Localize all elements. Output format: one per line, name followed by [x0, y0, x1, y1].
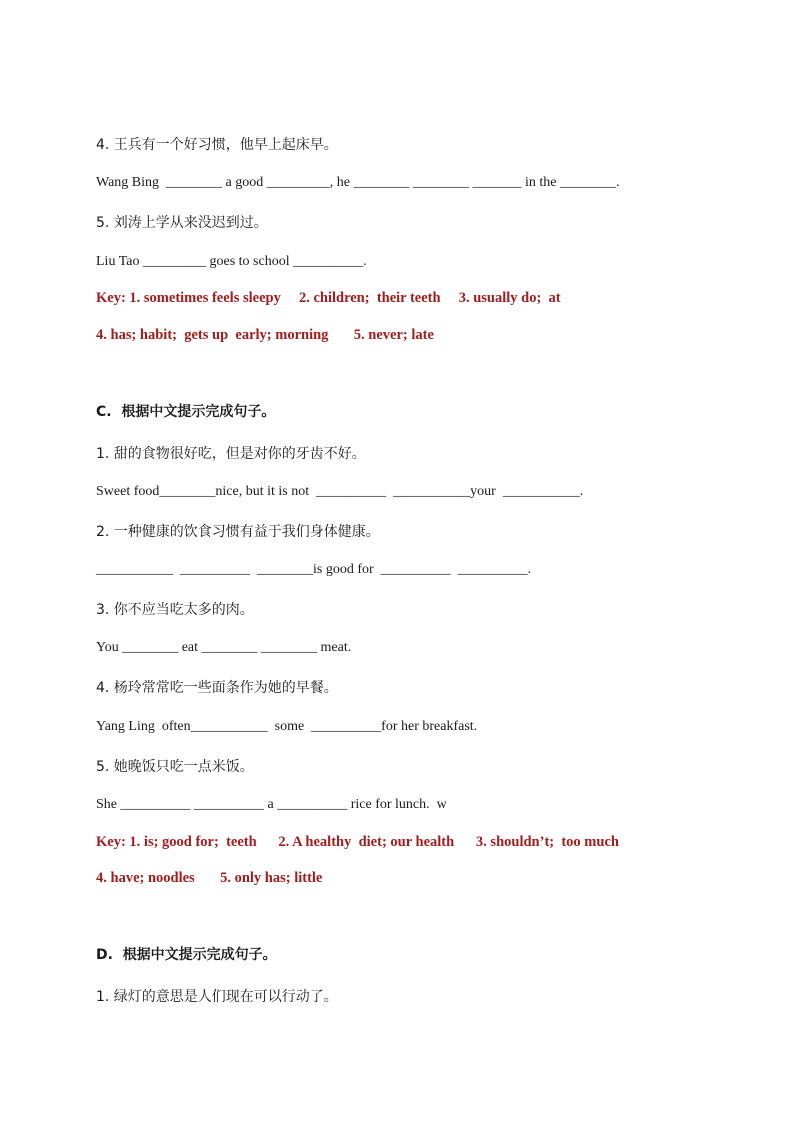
answer-key-b-line1: Key: 1. sometimes feels sleepy 2. children; their teeth 3. usually do; at: [96, 290, 561, 306]
question-c1-english: Sweet food________nice, but it is not __________ ___________your ___________.: [96, 484, 584, 499]
section-c-heading: C. 根据中文提示完成句子。: [96, 404, 276, 420]
question-c5-english: She __________ __________ a __________ rice for lunch. w: [96, 797, 447, 812]
question-c2-chinese: 2. 一种健康的饮食习惯有益于我们身体健康。: [96, 524, 380, 540]
answer-key-c-line2: 4. have; noodles 5. only has; little: [96, 870, 323, 886]
answer-key-b-line2: 4. has; habit; gets up early; morning 5. never; late: [96, 327, 434, 343]
question-c3-english: You ________ eat ________ ________ meat.: [96, 640, 352, 655]
question-c4-english: Yang Ling often___________ some __________for her breakfast.: [96, 719, 478, 734]
question-c5-chinese: 5. 她晚饭只吃一点米饭。: [96, 759, 254, 775]
question-c4-chinese: 4. 杨玲常常吃一些面条作为她的早餐。: [96, 680, 338, 696]
question-b4-chinese: 4. 王兵有一个好习惯，他早上起床早。: [96, 137, 338, 153]
question-b5-english: Liu Tao _________ goes to school __________.: [96, 254, 367, 269]
question-c3-chinese: 3. 你不应当吃太多的肉。: [96, 602, 254, 618]
question-c1-chinese: 1. 甜的食物很好吃，但是对你的牙齿不好。: [96, 446, 366, 462]
question-d1-chinese: 1. 绿灯的意思是人们现在可以行动了。: [96, 989, 338, 1005]
section-d-heading: D. 根据中文提示完成句子。: [96, 947, 277, 963]
answer-key-c-line1: Key: 1. is; good for; teeth 2. A healthy diet; our health 3. shouldn’t; too much: [96, 834, 619, 850]
question-b4-english: Wang Bing ________ a good _________, he ________ ________ _______ in the ________.: [96, 175, 620, 190]
question-c2-english: ___________ __________ ________is good for __________ __________.: [96, 562, 532, 577]
question-b5-chinese: 5. 刘涛上学从来没迟到过。: [96, 215, 268, 231]
